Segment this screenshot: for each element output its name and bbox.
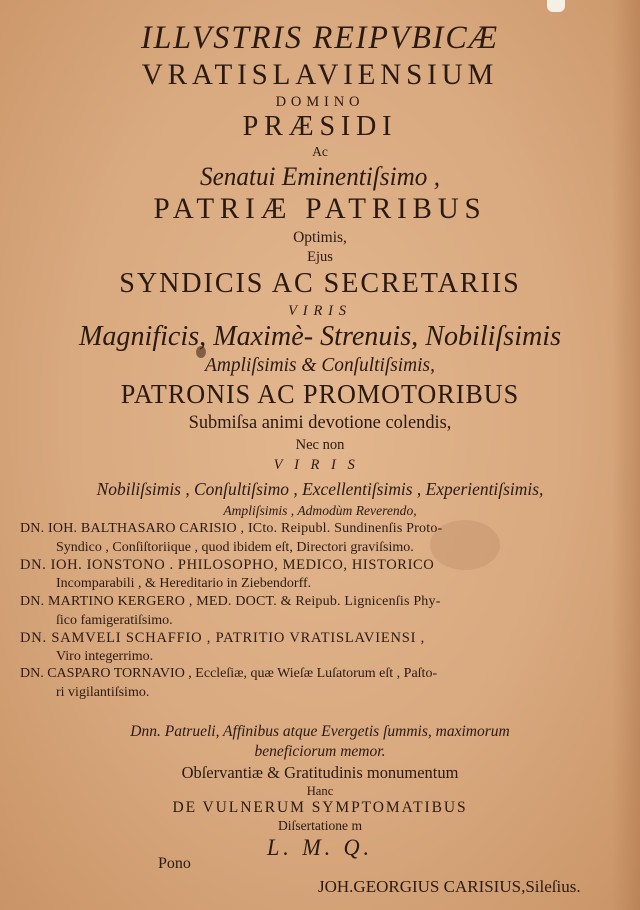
author-signature: JOH.GEORGIUS CARISIUS,Sileſius. xyxy=(318,877,581,896)
heading-line-9: Ejus xyxy=(307,249,333,265)
heading-line-13: Ampliſsimis & Conſultiſsimis, xyxy=(205,354,435,376)
name-entry-3-line-b: ſico famigeratiſsimo. xyxy=(56,613,173,628)
heading-line-1: ILLVSTRIS REIPVBICÆ xyxy=(140,20,500,56)
closing-line-7: L. M. Q. xyxy=(267,835,373,860)
heading-line-12: Magnificis, Maximè- Strenuis, Nobiliſsimis xyxy=(78,320,562,352)
closing-line-4: Hanc xyxy=(306,783,334,798)
pono-word: Pono xyxy=(158,855,191,872)
closing-line-1: Dnn. Patrueli, Affinibus atque Evergetis ſummis, maximorum xyxy=(130,723,510,740)
name-entry-2-line-a: DN. IOH. IONSTONO . PHILOSOPHO, MEDICO, HISTORICO xyxy=(20,557,435,573)
name-entry-3-line-a: DN. MARTINO KERGERO , MED. DOCT. & Reipub. Lignicenſis Phy- xyxy=(20,594,441,609)
name-entry-4-line-a: DN. SAMVELI SCHAFFIO , PATRITIO VRATISLAVIENSI , xyxy=(20,630,426,646)
paper-tear xyxy=(547,0,565,12)
heading-line-16: Nec non xyxy=(295,437,345,453)
heading-line-15: Submiſsa animi devotione colendis, xyxy=(188,412,452,433)
closing-line-5: DE VULNERUM SYMPTOMATIBUS xyxy=(172,799,468,816)
closing-line-6: Diſsertatione m xyxy=(277,819,363,834)
heading-line-6: Senatui Eminentiſsimo , xyxy=(199,162,441,191)
heading-line-11: VIRIS xyxy=(288,303,352,319)
name-entry-5-line-a: DN. CASPARO TORNAVIO , Eccleſiæ, quæ Wieſæ Luſatorum eſt , Paſto- xyxy=(20,666,438,681)
name-entry-4-line-b: Viro integerrimo. xyxy=(56,649,154,664)
heading-line-18: Nobiliſsimis , Conſultiſsimo , Excellentiſsimis , Experientiſsimis, xyxy=(96,479,544,499)
name-entry-1-line-b: Syndico , Conſiſtoriique , quod ibidem eſt, Directori graviſsimo. xyxy=(56,540,414,555)
heading-line-10: SYNDICIS AC SECRETARIIS xyxy=(119,267,521,299)
heading-line-5: Ac xyxy=(312,145,328,160)
name-entry-2-line-b: Incomparabili , & Hereditario in Ziebendorff. xyxy=(56,576,312,591)
heading-line-17: VIRIS xyxy=(273,457,367,473)
heading-line-4: PRÆSIDI xyxy=(242,110,398,142)
heading-line-14: PATRONIS AC PROMOTORIBUS xyxy=(120,379,520,409)
closing-line-2: beneficiorum memor. xyxy=(254,743,386,760)
closing-line-3: Obſervantiæ & Gratitudinis monumentum xyxy=(181,763,459,782)
heading-line-3: DOMINO xyxy=(275,94,365,110)
name-entry-5-line-b: ri vigilantiſsimo. xyxy=(56,685,150,700)
heading-line-2: VRATISLAVIENSIUM xyxy=(141,58,499,91)
heading-line-19: Ampliſsimis , Admodùm Reverendo, xyxy=(223,504,417,519)
heading-line-7: PATRIÆ PATRIBUS xyxy=(153,192,487,225)
name-entry-1-line-a: DN. IOH. BALTHASARO CARISIO , ICto. Reipubl. Sundinenſis Proto- xyxy=(20,521,443,536)
heading-line-8: Optimis, xyxy=(293,229,347,246)
